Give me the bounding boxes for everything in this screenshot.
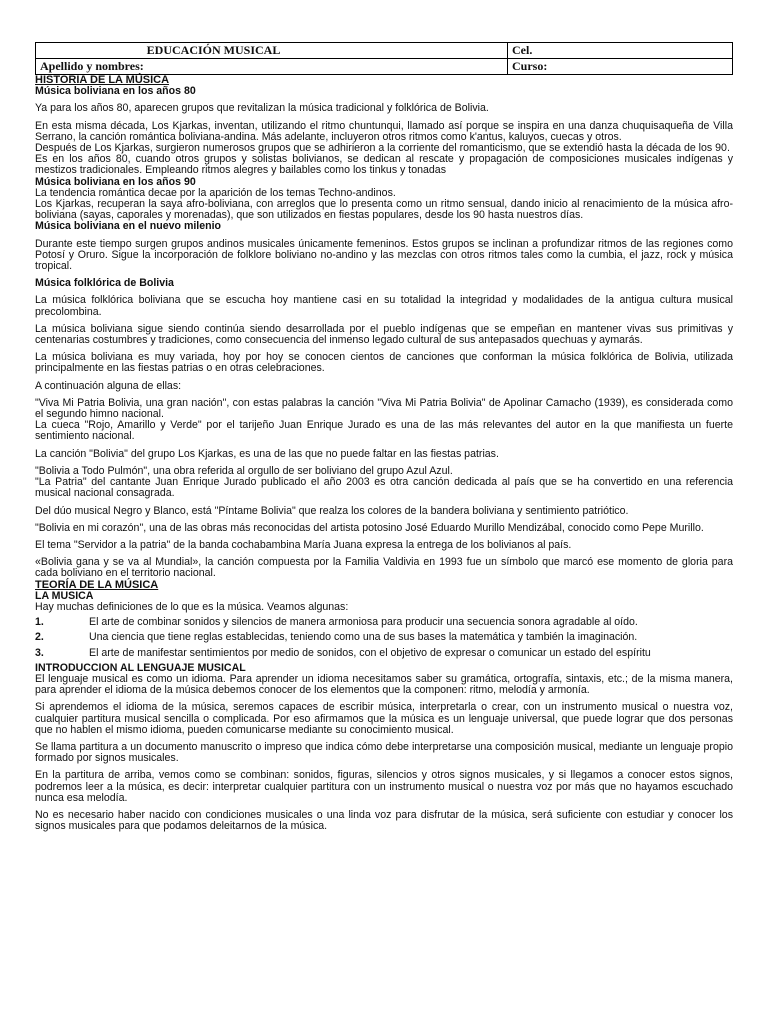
paragraph: "La Patria" del cantante Juan Enrique Jurado publicado el año 2003 es otra canción dedicada al país que se ha convertido en una referencia musical nacional consagrada.: [35, 476, 733, 500]
paragraph: Después de Los Kjarkas, surgieron numerosos grupos que se adhirieron a la corriente del romanticismo, que se extendió hasta la década de los 90.: [35, 142, 730, 155]
definition-item: [35, 632, 733, 643]
paragraph: La música boliviana sigue siendo continúa siendo desarrollada por el pueblo indígenas que se empeñan en mantener vivas sus primitivas y centenarias costumbres y tradiciones, como consecuencia del inmenso legado cultural de sus antepasados quechuas y aymarás.: [35, 322, 733, 347]
worksheet-page: [35, 42, 733, 832]
paragraph: En la partitura de arriba, vemos como se combinan: sonidos, figuras, silencios y otros signos musicales, y si llegamos a conocer estos signos, podremos leer a la música, es decir: interpretar cualquier partitura con un instrumento musical o nuestra voz por más que no hayamos escuchado nunca esa melodía.: [35, 769, 733, 804]
history-title: HISTORIA DE LA MÚSICA: [35, 74, 170, 86]
paragraph: La música folklórica boliviana que se escucha hoy mantiene casi en su totalidad la integridad y modalidades de la antigua cultura musical precolombina.: [35, 294, 733, 318]
paragraph: A continuación alguna de ellas:: [35, 379, 182, 392]
heading-new-millennium: Música boliviana en el nuevo milenio: [35, 220, 222, 233]
definition-number: 3.: [35, 646, 44, 659]
paragraph: "Bolivia en mi corazón", una de las obras más reconocidas del artista potosino José Eduardo Murillo Mendizábal, conocido como Pepe Murillo.: [35, 521, 704, 534]
definition-text: El arte de combinar sonidos y silencios de manera armoniosa para producir una secuencia sonora agradable al oído.: [89, 616, 638, 629]
paragraph: El tema "Servidor a la patria" de la banda cochabambina María Juana expresa la entrega de los bolivianos al país.: [35, 538, 572, 551]
paragraph: Es en los años 80, cuando otros grupos y solistas bolivianos, se dedican al rescate y propagación de composiciones musicales indígenas y mestizos tradicionales. Empleando ritmos alegres y bailables como los tinkus y tonadas: [35, 153, 733, 177]
definition-item: [35, 648, 733, 659]
heading-80s: Música boliviana en los años 80: [35, 85, 196, 98]
paragraph: La canción "Bolivia" del grupo Los Kjarkas, es una de las que no puede faltar en las fiestas patrias.: [35, 447, 499, 460]
paragraph: Durante este tiempo surgen grupos andinos musicales únicamente femeninos. Estos grupos se inclinan a profundizar ritmos de las regiones como Potosí y Oruro. Sigue la incorporación de folklore boliviano no-andino y las mezclas con otros ritmos tales como la cumbia, el jazz, rock y música tropical.: [35, 237, 733, 273]
heading-music: LA MUSICA: [35, 589, 94, 602]
course-field: Curso:: [508, 59, 733, 75]
subject-title: EDUCACIÓN MUSICAL: [36, 43, 508, 59]
paragraph: "Viva Mi Patria Bolivia, una gran nación", con estas palabras la canción "Viva Mi Patria Bolivia" de Apolinar Camacho (1939), es considerada como el segundo himno nacional.: [35, 396, 733, 421]
definition-item: [35, 617, 733, 628]
theory-title: TEORÍA DE LA MÚSICA: [35, 578, 159, 591]
paragraph: Del dúo musical Negro y Blanco, está "Píntame Bolivia" que realza los colores de la bandera boliviana y sentimiento patriótico.: [35, 504, 629, 517]
paragraph: En esta misma década, Los Kjarkas, inventan, utilizando el ritmo chuntunqui, llamado así porque se inspira en una danza chuquisaqueña de Villa Serrano, la canción romántica boliviana-andina. Más adelante, incluyeron otros ritmos como k'antus, kaluyos, cuecas y otros.: [35, 119, 733, 143]
paragraph: Los Kjarkas, recuperan la saya afro-boliviana, con arreglos que lo presenta como un ritmo sensual, dando inicio al renacimiento de la música afro-boliviana (sayas, caporales y morenadas), que son utilizados en fiestas populares, desde los 90 hasta nuestros días.: [35, 198, 733, 222]
name-field: Apellido y nombres:: [36, 59, 508, 75]
definition-text: El arte de manifestar sentimientos por medio de sonidos, con el objetivo de expresar o comunicar un estado del espíritu: [89, 646, 651, 659]
paragraph: Ya para los años 80, aparecen grupos que revitalizan la música tradicional y folklórica de Bolivia.: [35, 102, 489, 115]
definition-number: 1.: [35, 616, 44, 629]
paragraph: La música boliviana es muy variada, hoy por hoy se conocen cientos de canciones que conforman la música folklórica de Bolivia, utilizada principalmente en las fiestas patrias o en otras celebraciones.: [35, 351, 733, 375]
paragraph: El lenguaje musical es como un idioma. Para aprender un idioma necesitamos saber su gramática, ortografía, sintaxis, etc.; de la misma manera, para aprender el idioma de la música debemos conocer de los elementos que la componen: ritmo, melodía y armonía.: [35, 672, 733, 697]
header-table: [35, 42, 733, 75]
paragraph: «Bolivia gana y se va al Mundial», la canción compuesta por la Familia Valdivia en 1993 fue un símbolo que marcó ese momento de gloria para cada boliviano en el territorio nacional.: [35, 556, 733, 580]
definition-text: Una ciencia que tiene reglas establecidas, teniendo como una de sus bases la matemática y también la imaginación.: [89, 631, 638, 644]
paragraph: Se llama partitura a un documento manuscrito o impreso que indica cómo debe interpretarse una composición musical, mediante un lenguaje propio formado por signos musicales.: [35, 740, 733, 765]
paragraph: "Bolivia a Todo Pulmón", una obra referida al orgullo de ser boliviano del grupo Azul Azul.: [35, 464, 453, 477]
paragraph: Si aprendemos el idioma de la música, seremos capaces de escribir música, interpretarla o crear, con un instrumento musical o nuestra voz, cualquier partitura musical sencilla o complicada. Por eso afirmamos que la música es un lenguaje universal, que puede lograr que dos personas que no hablen el mismo idioma, pueden comunicarse mediante su conocimiento musical.: [35, 701, 733, 736]
paragraph: La cueca "Rojo, Amarillo y Verde" por el tarijeño Juan Enrique Jurado es una de las más relevantes del autor en la que manifiesta un fuerte sentimiento nacional.: [35, 419, 733, 443]
paragraph: La tendencia romántica decae por la aparición de los temas Techno-andinos.: [35, 186, 396, 199]
document-body: [35, 75, 733, 832]
definition-number: 2.: [35, 631, 44, 644]
heading-folk: Música folklórica de Bolivia: [35, 277, 174, 290]
heading-90s: Música boliviana en los años 90: [35, 175, 196, 188]
heading-musical-language: INTRODUCCION AL LENGUAJE MUSICAL: [35, 661, 246, 674]
paragraph: No es necesario haber nacido con condiciones musicales o una linda voz para disfrutar de la música, será suficiente con estudiar y conocer los signos musicales para que podamos deleitarnos de la música.: [35, 808, 733, 833]
paragraph: Hay muchas definiciones de lo que es la música. Veamos algunas:: [35, 600, 349, 613]
cel-field: Cel.: [508, 43, 733, 59]
